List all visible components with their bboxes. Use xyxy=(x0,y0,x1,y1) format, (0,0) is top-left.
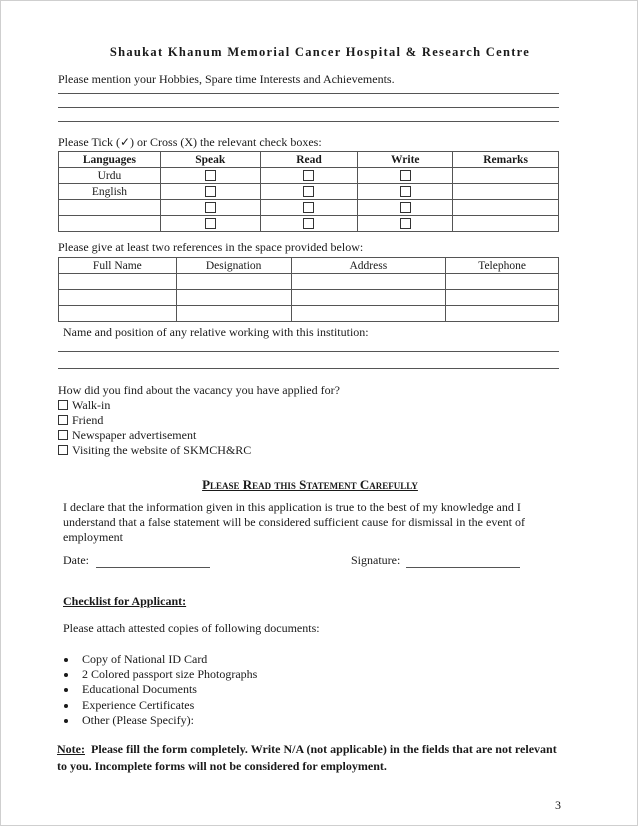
references-col-address: Address xyxy=(291,258,446,274)
remarks-cell[interactable] xyxy=(453,216,559,232)
note-label: Note: xyxy=(57,742,85,756)
speak-checkbox[interactable] xyxy=(205,218,216,229)
reference-row xyxy=(59,306,559,322)
vacancy-option-walk-in[interactable]: Walk-in xyxy=(58,398,110,413)
checkbox-icon[interactable] xyxy=(58,445,68,455)
speak-checkbox[interactable] xyxy=(205,202,216,213)
speak-checkbox[interactable] xyxy=(205,170,216,181)
read-checkbox[interactable] xyxy=(303,202,314,213)
reference-cell[interactable] xyxy=(446,290,559,306)
language-row xyxy=(59,216,559,232)
languages-prompt: Please Tick (✓) or Cross (X) the relevant check boxes: xyxy=(58,135,322,149)
signature-field[interactable] xyxy=(406,567,520,568)
statement-line-2: understand that a false statement will be considered sufficient cause for dismissal in the event of xyxy=(63,515,525,529)
checklist-item: Copy of National ID Card xyxy=(82,652,207,667)
languages-col-remarks: Remarks xyxy=(453,152,559,168)
read-checkbox[interactable] xyxy=(303,186,314,197)
language-name[interactable] xyxy=(59,216,161,232)
write-checkbox[interactable] xyxy=(400,202,411,213)
page-number: 3 xyxy=(555,798,561,812)
relative-line-1[interactable] xyxy=(58,351,559,352)
checkbox-icon[interactable] xyxy=(58,400,68,410)
checkbox-icon[interactable] xyxy=(58,415,68,425)
references-col-designation: Designation xyxy=(176,258,291,274)
languages-col-read: Read xyxy=(260,152,358,168)
languages-col-languages: Languages xyxy=(59,152,161,168)
language-row xyxy=(59,168,559,184)
languages-table xyxy=(58,151,559,232)
language-name[interactable] xyxy=(59,200,161,216)
statement-heading: Please Read this Statement Carefully xyxy=(202,477,418,492)
remarks-cell[interactable] xyxy=(453,184,559,200)
hobbies-prompt: Please mention your Hobbies, Spare time Interests and Achievements. xyxy=(58,72,395,86)
statement-line-1: I declare that the information given in this application is true to the best of my knowledge and I xyxy=(63,500,521,514)
language-name: English xyxy=(59,184,161,200)
reference-cell[interactable] xyxy=(446,274,559,290)
language-row xyxy=(59,200,559,216)
language-row xyxy=(59,184,559,200)
reference-cell[interactable] xyxy=(59,274,177,290)
relative-line-2[interactable] xyxy=(58,368,559,369)
vacancy-prompt: How did you find about the vacancy you have applied for? xyxy=(58,383,340,397)
read-checkbox[interactable] xyxy=(303,170,314,181)
write-checkbox[interactable] xyxy=(400,186,411,197)
bullet-icon xyxy=(64,673,68,677)
reference-row xyxy=(59,290,559,306)
checklist-item: 2 Colored passport size Photographs xyxy=(82,667,257,682)
note-line-1: Note: Please fill the form completely. Write N/A (not applicable) in the fields that are not relevant xyxy=(57,742,557,756)
references-header-row xyxy=(59,258,559,274)
date-field[interactable] xyxy=(96,567,210,568)
reference-cell[interactable] xyxy=(291,274,446,290)
checklist-item: Educational Documents xyxy=(82,682,197,697)
reference-cell[interactable] xyxy=(59,290,177,306)
relative-prompt: Name and position of any relative working with this institution: xyxy=(63,325,369,339)
reference-cell[interactable] xyxy=(176,306,291,322)
reference-row xyxy=(59,274,559,290)
remarks-cell[interactable] xyxy=(453,200,559,216)
note-line-2: to you. Incomplete forms will not be considered for employment. xyxy=(57,759,387,773)
checklist-heading: Checklist for Applicant: xyxy=(63,594,187,608)
references-col-telephone: Telephone xyxy=(446,258,559,274)
reference-cell[interactable] xyxy=(59,306,177,322)
vacancy-option-website[interactable]: Visiting the website of SKMCH&RC xyxy=(58,443,251,458)
checklist-item: Other (Please Specify): xyxy=(82,713,194,728)
hobbies-line-3[interactable] xyxy=(58,121,559,122)
checklist-item: Experience Certificates xyxy=(82,698,194,713)
references-prompt: Please give at least two references in the space provided below: xyxy=(58,240,364,254)
bullet-icon xyxy=(64,688,68,692)
language-name: Urdu xyxy=(59,168,161,184)
write-checkbox[interactable] xyxy=(400,170,411,181)
remarks-cell[interactable] xyxy=(453,168,559,184)
hobbies-line-2[interactable] xyxy=(58,107,559,108)
bullet-icon xyxy=(64,704,68,708)
languages-col-speak: Speak xyxy=(160,152,260,168)
references-table xyxy=(58,257,559,322)
references-col-full-name: Full Name xyxy=(59,258,177,274)
write-checkbox[interactable] xyxy=(400,218,411,229)
vacancy-option-friend[interactable]: Friend xyxy=(58,413,103,428)
date-label: Date: xyxy=(63,553,89,567)
reference-cell[interactable] xyxy=(176,274,291,290)
statement-line-3: employment xyxy=(63,530,123,544)
read-checkbox[interactable] xyxy=(303,218,314,229)
bullet-icon xyxy=(64,658,68,662)
reference-cell[interactable] xyxy=(291,290,446,306)
checkbox-icon[interactable] xyxy=(58,430,68,440)
checklist-intro: Please attach attested copies of following documents: xyxy=(63,621,320,635)
reference-cell[interactable] xyxy=(176,290,291,306)
hospital-title: Shaukat Khanum Memorial Cancer Hospital & Research Centre xyxy=(109,45,531,59)
languages-header-row xyxy=(59,152,559,168)
hobbies-line-1[interactable] xyxy=(58,93,559,94)
vacancy-option-newspaper[interactable]: Newspaper advertisement xyxy=(58,428,196,443)
bullet-icon xyxy=(64,719,68,723)
languages-col-write: Write xyxy=(358,152,453,168)
reference-cell[interactable] xyxy=(291,306,446,322)
reference-cell[interactable] xyxy=(446,306,559,322)
signature-label: Signature: xyxy=(351,553,401,567)
speak-checkbox[interactable] xyxy=(205,186,216,197)
